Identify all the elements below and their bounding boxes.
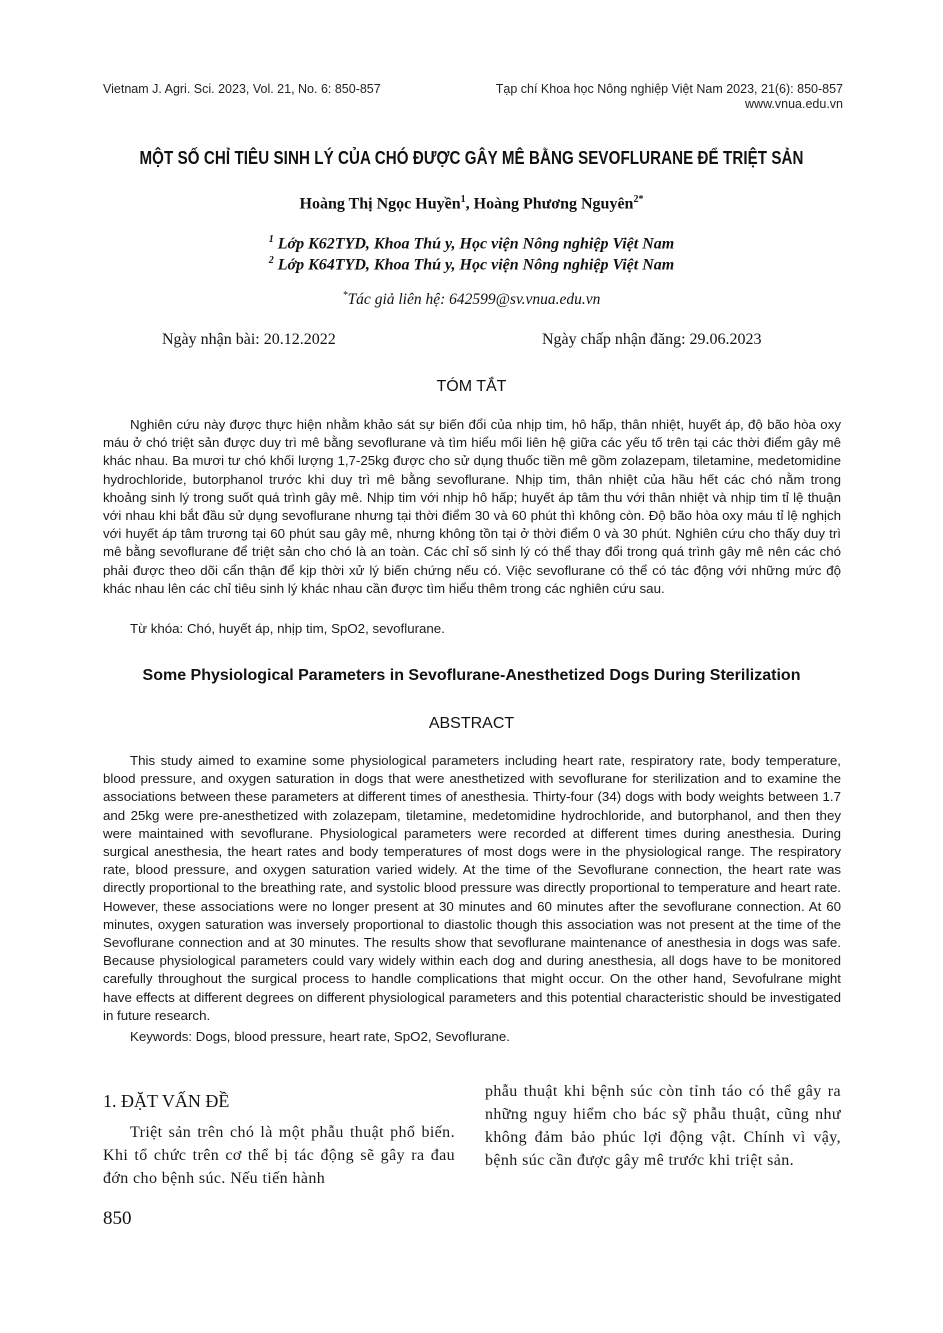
paper-title: MỘT SỐ CHỈ TIÊU SINH LÝ CỦA CHÓ ĐƯỢC GÂY MÊ BẰNG SEVOFLURANE ĐỂ TRIỆT SẢN xyxy=(139,148,804,168)
affiliation-1-sup: 1 xyxy=(268,234,274,245)
introduction-left-column xyxy=(103,1121,455,1190)
abstract-paragraph: This study aimed to examine some physiological parameters including heart rate, respiratory rate, body temperature, blood pressure, and oxygen saturation in dogs that were anesthetized with sevoflurane for sterilization and to examine the associations between these parameters at different times of anesthesia. Thirty-four (34) dogs with body weights between 1.7 and 25kg were pre-anesthetized with zolazepam, tiletamine, medetomidine hydrochloride, and butorphanol, and then they were maintained with sevoflurane. Physiological parameters were recorded at different times during anesthesia. During surgical anesthesia, the heart rates and body temperatures of most dogs were in the physiological range. The respiratory rate, blood pressure, and oxygen saturation varied widely. At the time of the Sevoflurane connection, the heart rate was directly proportional to the breathing rate, and systolic blood pressure was directly proportional to temperature and heart rate. However, these associations were no longer present at 30 minutes and 60 minutes after the sevoflurane connection. At 60 minutes, oxygen saturation was inversely proportional to diastolic though this association was not present at the time of the Sevoflurane connection and at 30 minutes. The results show that sevoflurane maintenance of anesthesia in dogs was safe. Because physiological parameters could vary widely within each dog and during anesthesia, all dogs have to be monitored carefully throughout the surgical process to handle complications that might occur. On the other hand, Sevofulrane might have effects at different degrees on different physiological parameters and this potential characteristic should be investigated in future research. xyxy=(103,753,841,1023)
journal-header-right xyxy=(496,82,843,112)
tomtat-body xyxy=(103,416,841,598)
author-separator: , xyxy=(465,195,474,213)
affiliation-2-sup: 2 xyxy=(268,255,274,266)
introduction-heading: 1. ĐẶT VẤN ĐỀ xyxy=(103,1091,230,1111)
affiliation-1-text: Lớp K62TYD, Khoa Thú y, Học viện Nông nghiệp Việt Nam xyxy=(273,235,675,253)
corresponding-text: Tác giả liên hệ: 642599@sv.vnua.edu.vn xyxy=(347,291,601,309)
journal-header-left: Vietnam J. Agri. Sci. 2023, Vol. 21, No. 6: 850-857 xyxy=(103,82,381,96)
author-1: Hoàng Thị Ngọc Huyền xyxy=(299,195,461,213)
affiliation-2 xyxy=(0,255,943,274)
tomtat-heading: TÓM TẮT xyxy=(436,378,507,395)
corresponding-author xyxy=(0,290,943,309)
author-list xyxy=(0,194,943,213)
affiliation-1 xyxy=(0,234,943,253)
introduction-right-column xyxy=(485,1080,841,1172)
page-number: 850 xyxy=(103,1208,132,1229)
tomtat-paragraph: Nghiên cứu này được thực hiện nhằm khảo sát sự biến đổi của nhịp tim, hô hấp, thân nhiệt, huyết áp, độ bão hòa oxy máu ở chó triệt sản được duy trì mê bằng sevoflurane và tìm hiểu mối liên hệ giữa các yếu tố trên tại các thời điểm gây mê khác nhau. Ba mươi tư chó khối lượng 1,7-25kg được cho sử dụng thuốc tiền mê gồm zolazepam, tiletamine, medetomidine hydrochloride, butorphanol trước khi duy trì mê bằng sevoflurane. Nhịp tim, thân nhiệt của hầu hết các chó nằm trong khoảng sinh lý trong suốt quá trình gây mê. Nhịp tim với nhịp hô hấp; huyết áp tâm thu với thân nhiệt và nhịp tim tỉ lệ thuận với nhau khi bắt đầu sử dụng sevoflurane nhưng tại thời điểm 30 và 60 phút thì không còn. Độ bão hòa oxy máu tỉ lệ nghịch với huyết áp tâm trương tại 60 phút sau gây mê, nhưng không tồn tại ở thời điểm 0 và 30 phút. Nghiên cứu cho thấy duy trì mê bằng sevoflurane để triệt sản cho chó là an toàn. Các chỉ số sinh lý có thể thay đổi trong quá trình gây mê nên các chó phải được theo dõi cẩn thận để kịp thời xử lý biến chứng nếu có. Việc sevoflurane có thể có tác động với những mức độ khác nhau lên các chỉ tiêu sinh lý khác nhau cần được tìm hiểu thêm trong các nghiên cứu sau. xyxy=(103,417,841,596)
introduction-right-paragraph: phẫu thuật khi bệnh súc còn tỉnh táo có thể gây ra những nguy hiểm cho bác sỹ phẫu thuật, cũng như không đảm bảo phúc lợi động vật. Chính vì vậy, bệnh súc cần được gây mê trước khi triệt sản. xyxy=(485,1083,841,1169)
abstract-heading: ABSTRACT xyxy=(428,715,515,732)
author-2: Hoàng Phương Nguyên xyxy=(473,195,634,213)
author-1-sup: 1 xyxy=(460,194,466,205)
affiliation-2-text: Lớp K64TYD, Khoa Thú y, Học viện Nông nghiệp Việt Nam xyxy=(273,256,675,274)
author-2-sup: 2* xyxy=(633,194,644,205)
received-date: Ngày nhận bài: 20.12.2022 xyxy=(162,331,336,348)
journal-website: www.vnua.edu.vn xyxy=(745,97,843,111)
abstract-body xyxy=(103,752,841,1025)
english-title: Some Physiological Parameters in Sevoflurane-Anesthetized Dogs During Sterilization xyxy=(142,667,801,684)
keywords-vi: Từ khóa: Chó, huyết áp, nhịp tim, SpO2, sevoflurane. xyxy=(130,621,445,636)
journal-header-vi: Tạp chí Khoa học Nông nghiệp Việt Nam 2023, 21(6): 850-857 xyxy=(495,82,843,96)
accepted-date: Ngày chấp nhận đăng: 29.06.2023 xyxy=(542,331,762,348)
corresponding-sup: * xyxy=(342,290,348,301)
keywords-en: Keywords: Dogs, blood pressure, heart rate, SpO2, Sevoflurane. xyxy=(130,1029,510,1044)
introduction-left-paragraph: Triệt sản trên chó là một phẫu thuật phổ biến. Khi tổ chức trên cơ thể bị tác động sẽ gây ra đau đớn cho bệnh súc. Nếu tiến hành xyxy=(103,1124,455,1187)
